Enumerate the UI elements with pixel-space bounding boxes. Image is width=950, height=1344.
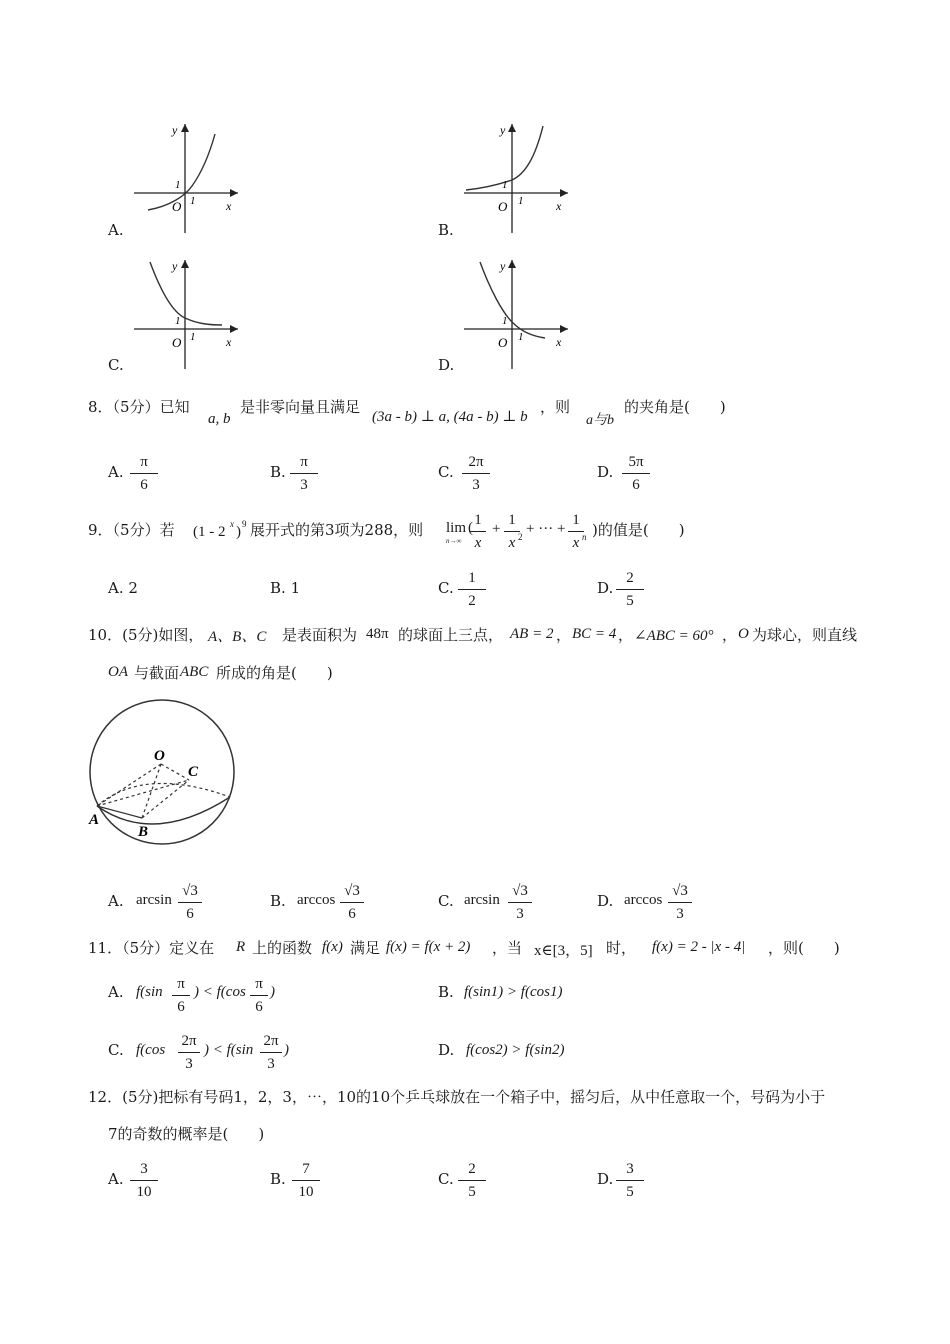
q10-option-a-frac[interactable] [172,881,208,924]
q10-stem-f: 所成的角是( ) [216,664,333,682]
frac-den: x [572,535,580,551]
q8-then: ，则 [540,398,571,416]
q10-option-b-fn: arccos [297,892,336,908]
q11-stem-c: 满足 [350,939,381,957]
graph-c-label[interactable]: C. [108,356,124,374]
q11-option-c-lfrac [174,1031,204,1074]
q8-vars: a, b [208,411,231,427]
q9-plus: + [492,521,501,537]
frac-den: 3 [267,1056,275,1072]
q12-option-d-label[interactable]: D. [597,1170,614,1188]
q10-comma-3: ， [722,626,738,644]
q10-option-c-fn: arcsin [464,892,500,908]
graph-a-label[interactable]: A. [108,221,124,239]
q9-exp-9: 9 [242,519,247,529]
q11-stem-e: 时， [606,939,637,957]
q10-stem-b: 是表面积为 [282,626,358,644]
q11-fx: f(x) [322,939,343,955]
q11-domain: x∈[3，5] [534,943,593,959]
frac-num: 3 [626,1161,634,1177]
point-o-label: O [154,748,165,764]
q9-option-d-frac[interactable] [610,568,650,611]
x-axis-label: x [226,199,232,213]
x-axis-label: x [556,199,562,213]
q10-bc: BC = 4 [572,626,617,642]
frac-num: 2 [468,1161,476,1177]
q10-option-b-label[interactable]: B. [270,892,286,910]
frac-den: 6 [632,477,640,493]
frac-den: x [508,535,516,551]
q11-option-a-label[interactable]: A. [108,983,124,1001]
graph-a [130,118,250,238]
q11-option-a-end: ) [270,984,275,1000]
q11-option-d-expr: f(cos2) > f(sin2) [466,1042,565,1058]
q8-stem-start: 8．（5分）已知 [88,398,190,416]
q8-option-d-label[interactable]: D. [597,463,614,481]
option-label: A. [108,579,124,597]
q10-option-c-frac[interactable] [502,881,538,924]
origin-label: O [498,199,508,214]
frac-num: π [140,454,148,470]
q11-r: R [236,939,246,955]
option-value: 1 [290,579,301,597]
frac-num: 5π [628,454,644,470]
q8-stem-mid: 是非零向量且满足 [240,398,361,416]
q10-option-c-label[interactable]: C. [438,892,454,910]
q12-stem-line1: 12．(5分)把标有号码1，2，3，⋯，10的10个乒乓球放在一个箱子中，摇匀后，从中任意取一个，号码为小于 [88,1088,826,1106]
q9-close: ) [236,524,241,540]
frac-num: π [300,454,308,470]
q9-term2-exp: 2 [518,532,523,542]
frac-num: √3 [182,883,198,899]
q11-option-d-label[interactable]: D. [438,1041,455,1059]
q8-option-c-label[interactable]: C. [438,463,454,481]
frac-num: π [255,976,263,992]
q12-stem-line2: 7的奇数的概率是( ) [108,1125,265,1143]
frac-den: 3 [472,477,480,493]
frac-den: 3 [516,906,524,922]
frac-num: √3 [672,883,688,899]
q11-stem-d: ，当 [492,939,523,957]
q11-definition: f(x) = 2 - |x - 4| [652,939,746,955]
frac-den: 3 [300,477,308,493]
frac-den: 5 [468,1184,476,1200]
q8-condition: (3a - b) ⊥ a, (4a - b) ⊥ b [372,409,528,425]
frac-den: 3 [185,1056,193,1072]
tick-x-label: 1 [518,195,524,207]
q8-option-b-frac[interactable] [284,452,324,495]
frac-num: 2 [626,570,634,586]
q8-option-d-frac[interactable] [616,452,656,495]
graph-c [130,254,250,374]
q9-lim: lim [446,520,467,536]
q9-stem-end: )的值是( ) [592,521,685,539]
q10-option-a-label[interactable]: A. [108,892,124,910]
q9-term1 [466,510,490,553]
q8-option-b-label[interactable]: B. [270,463,286,481]
q9-stem-mid: 展开式的第3项为288，则 [250,521,424,539]
frac-num: 2π [263,1033,279,1049]
q10-option-d-frac[interactable] [662,881,698,924]
frac-den: x [474,535,482,551]
point-a-label: A [89,812,100,828]
q9-binomial: (1 - 2 [193,524,226,540]
graph-d-label[interactable]: D. [438,356,455,374]
q9-stem-start: 9．（5分）若 [88,521,175,539]
q12-option-c-label[interactable]: C. [438,1170,454,1188]
q12-option-b-label[interactable]: B. [270,1170,286,1188]
q10-angle: ∠ABC = 60° [634,628,714,644]
tick-x-label: 1 [518,331,524,343]
q10-stem-start: 10．(5分)如图， [88,626,204,644]
q9-term3-exp: n [582,532,587,542]
q11-option-a-left: f(sin [136,984,163,1000]
q11-option-c-end: ) [284,1042,289,1058]
q11-stem-b: 上的函数 [252,939,313,957]
tick-y-label: 1 [175,179,181,191]
frac-num: 3 [140,1161,148,1177]
frac-den: 5 [626,593,634,609]
origin-label: O [172,335,182,350]
frac-num: 1 [468,570,476,586]
q11-option-c-rfrac [256,1031,286,1074]
q10-comma-2: ， [618,626,634,644]
frac-den: 2 [468,593,476,609]
frac-den: 6 [186,906,194,922]
frac-den: 10 [298,1184,314,1200]
q11-option-b-expr: f(sin1) > f(cos1) [464,984,563,1000]
q9-lim-sub: n→∞ [446,537,462,545]
q10-option-b-frac[interactable] [334,881,370,924]
y-axis-label: y [500,259,506,273]
tick-x-label: 1 [190,331,196,343]
q9-paren-open: ( [468,520,473,536]
tick-y-label: 1 [502,179,508,191]
q10-stem-d: 为球心，则直线 [752,626,858,644]
q9-option-d-label[interactable]: D. [597,579,614,597]
tick-x-label: 1 [190,195,196,207]
y-axis-label: y [172,259,178,273]
graph-d [460,254,580,374]
frac-num: 2π [181,1033,197,1049]
q8-stem-end: 的夹角是( ) [624,398,726,416]
q12-option-b-frac[interactable] [286,1159,326,1202]
q11-option-c-left: f(cos [136,1042,166,1058]
frac-num: π [177,976,185,992]
x-axis-label: x [226,335,232,349]
q11-option-b-label[interactable]: B. [438,983,454,1001]
q9-exp-x: x [230,519,234,529]
frac-den: 3 [676,906,684,922]
q12-option-a-frac[interactable] [124,1159,164,1202]
q8-option-c-frac[interactable] [456,452,496,495]
q10-oa: OA [108,664,128,680]
origin-label: O [498,335,508,350]
frac-num: 1 [474,512,482,528]
q12-option-a-label[interactable]: A. [108,1170,124,1188]
option-value: 2 [128,579,138,597]
x-axis-label: x [556,335,562,349]
q11-option-a-rfrac [246,974,272,1017]
q12-option-c-frac[interactable] [452,1159,492,1202]
graph-b [460,118,580,238]
q10-option-a-fn: arcsin [136,892,172,908]
frac-den: 6 [255,999,263,1015]
q10-abc: ABC [180,664,209,680]
sphere-figure [84,696,244,846]
q9-option-c-frac[interactable] [452,568,492,611]
y-axis-label: y [172,123,178,137]
q11-option-a-lfrac [168,974,194,1017]
frac-den: 6 [348,906,356,922]
frac-den: 5 [626,1184,634,1200]
frac-den: 10 [136,1184,152,1200]
frac-num: 7 [302,1161,310,1177]
option-label: B. [270,579,286,597]
q10-points: A、B、C [208,629,267,645]
origin-label: O [172,199,182,214]
q9-option-b[interactable] [270,578,300,598]
q11-option-c-mid: ) < f(sin [204,1042,254,1058]
q9-dots: + ··· + [526,521,566,537]
q11-option-a-mid: ) < f(cos [194,984,246,1000]
q11-stem-end: ，则( ) [768,939,840,957]
frac-num: 2π [468,454,484,470]
q10-option-d-fn: arccos [624,892,663,908]
q10-comma-1: ， [556,626,572,644]
point-c-label: C [188,764,199,780]
q10-area: 48π [366,626,389,642]
frac-den: 6 [177,999,185,1015]
graph-b-label[interactable]: B. [438,221,454,239]
q8-pair: a与b [586,413,614,428]
q9-option-c-label[interactable]: C. [438,579,454,597]
q11-periodic: f(x) = f(x + 2) [386,939,471,955]
q12-option-d-frac[interactable] [610,1159,650,1202]
frac-num: √3 [512,883,528,899]
q10-ab: AB = 2 [510,626,554,642]
frac-num: √3 [344,883,360,899]
q8-option-a-frac[interactable] [124,452,164,495]
tick-y-label: 1 [502,315,508,327]
y-axis-label: y [500,123,506,137]
frac-den: 6 [140,477,148,493]
q10-stem-c: 的球面上三点， [398,626,504,644]
q11-stem-start: 11．（5分）定义在 [88,939,215,957]
point-b-label: B [138,824,149,840]
q10-option-d-label[interactable]: D. [597,892,614,910]
frac-num: 1 [508,512,516,528]
q8-option-a-label[interactable]: A. [108,463,124,481]
q9-option-a[interactable] [108,578,138,598]
q10-stem-e: 与截面 [134,664,180,682]
tick-y-label: 1 [175,315,181,327]
frac-num: 1 [572,512,580,528]
q10-o: O [738,626,749,642]
q11-option-c-label[interactable]: C. [108,1041,124,1059]
